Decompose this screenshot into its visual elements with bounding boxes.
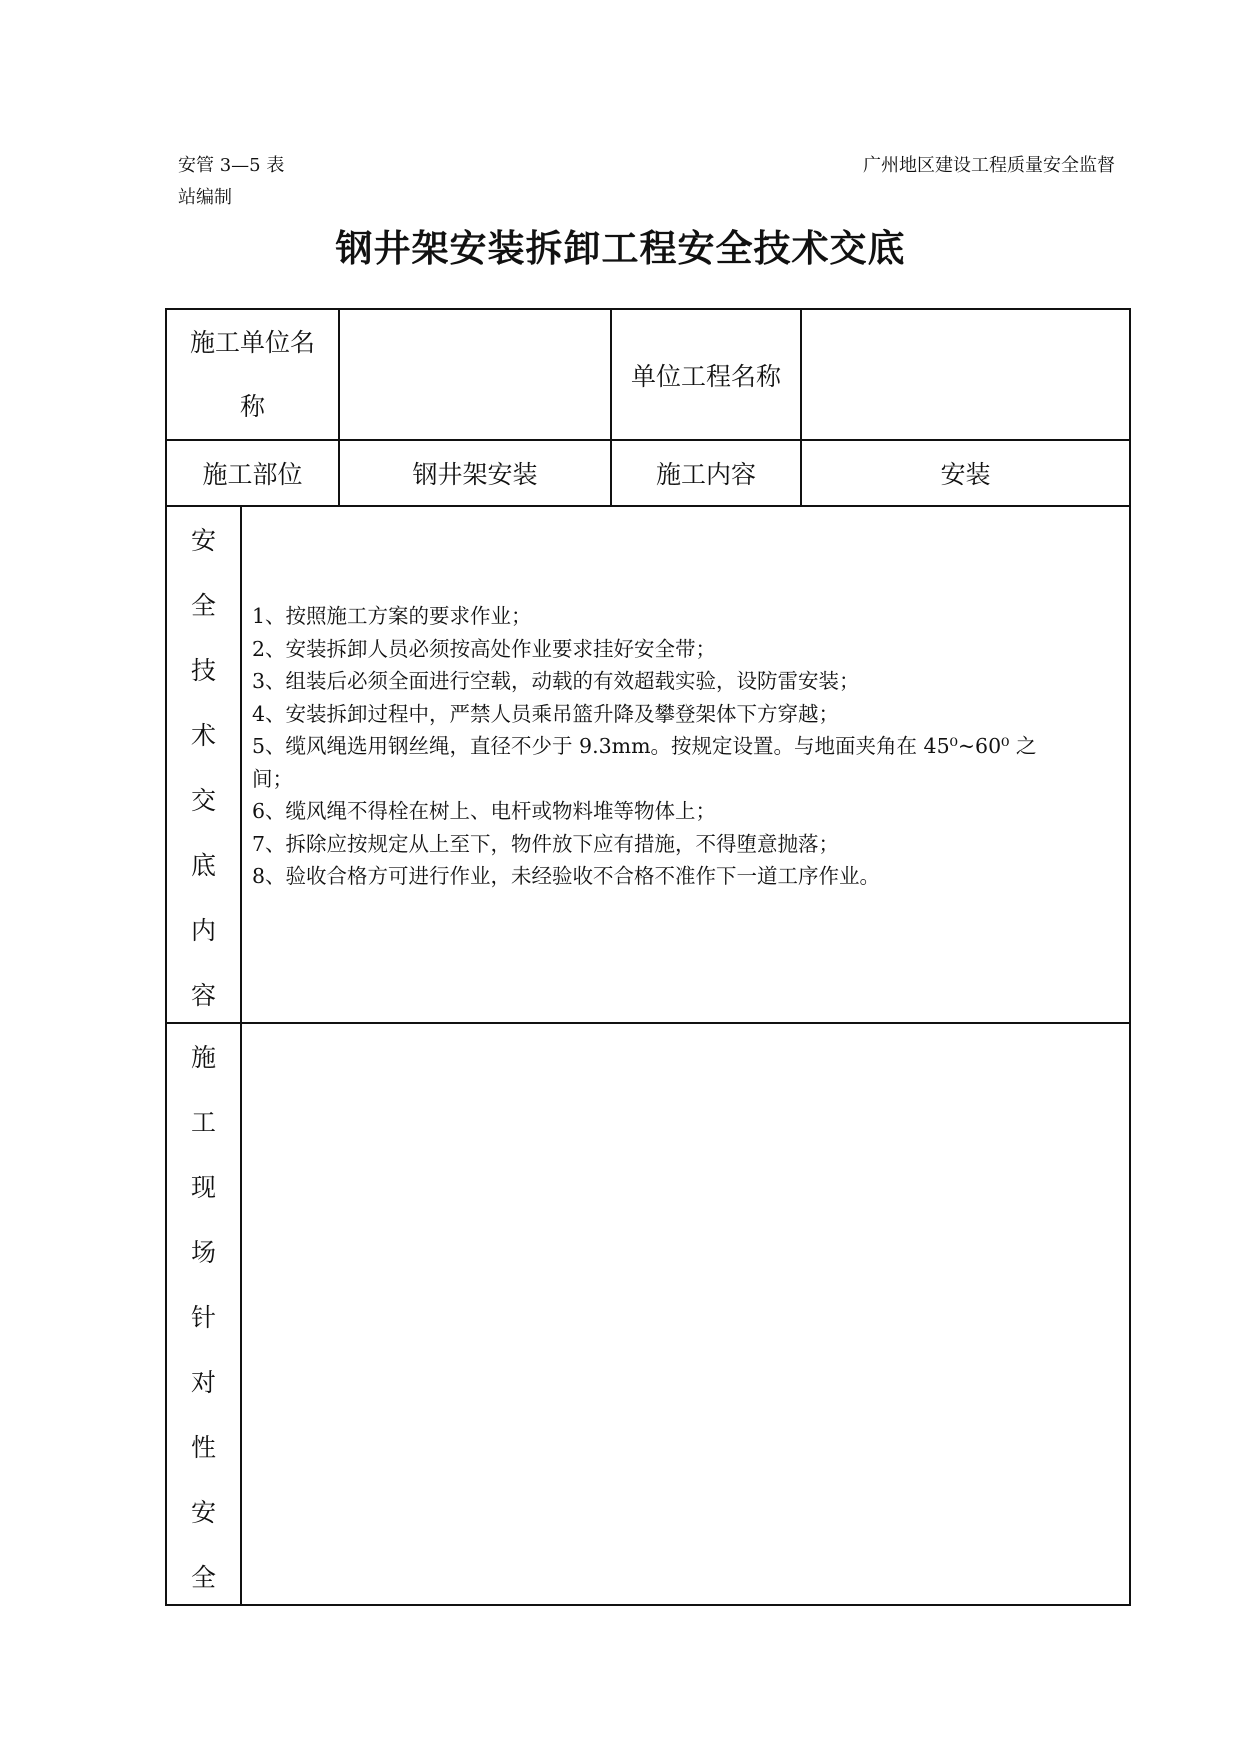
label-char: 内 xyxy=(190,916,216,945)
construction-unit-name-label-line2: 称 xyxy=(239,391,265,421)
label-char: 全 xyxy=(190,1563,216,1592)
label-char: 对 xyxy=(190,1368,216,1397)
label-char: 性 xyxy=(190,1433,216,1462)
label-char: 施 xyxy=(190,1043,216,1072)
label-char: 场 xyxy=(190,1238,216,1267)
label-char: 针 xyxy=(190,1303,216,1332)
label-char: 安 xyxy=(190,526,216,555)
disclosure-item: 1、按照施工方案的要求作业； xyxy=(252,604,532,628)
construction-content-value: 安装 xyxy=(940,460,991,489)
construction-part-value: 钢井架安装 xyxy=(412,460,538,489)
safety-disclosure-label xyxy=(167,508,240,1028)
construction-unit-name-label xyxy=(167,310,338,439)
disclosure-item: 6、缆风绳不得栓在树上、电杆或物料堆等物体上； xyxy=(252,799,717,823)
label-char: 工 xyxy=(190,1108,216,1137)
site-specific-safety-content xyxy=(242,1024,1129,1604)
site-specific-safety-label xyxy=(167,1025,240,1610)
label-char: 底 xyxy=(190,851,216,880)
construction-unit-name-value xyxy=(340,310,610,439)
disclosure-item: 5、缆风绳选用钢丝绳，直径不少于 9.3mm。按规定设置。与地面夹角在 45⁰~60⁰ 之 xyxy=(252,734,1037,758)
form-code: 安管 3—5 表 xyxy=(178,155,285,176)
issuer-continuation: 站编制 xyxy=(178,187,232,208)
disclosure-item: 4、安装拆卸过程中，严禁人员乘吊篮升降及攀登架体下方穿越； xyxy=(252,701,840,726)
label-char: 现 xyxy=(190,1173,216,1202)
disclosure-item: 7、拆除应按规定从上至下，物件放下应有措施，不得堕意抛落； xyxy=(252,831,840,856)
construction-part-label: 施工部位 xyxy=(202,460,303,489)
disclosure-item: 3、组装后必须全面进行空载，动载的有效超载实验，设防雷安装； xyxy=(252,669,860,693)
row-divider-2 xyxy=(165,505,1131,507)
label-char: 容 xyxy=(190,981,216,1010)
disclosure-item: 间； xyxy=(252,766,293,791)
label-char: 交 xyxy=(190,786,216,815)
issuer-header: 广州地区建设工程质量安全监督 xyxy=(863,155,1115,176)
construction-unit-name-label-line1: 施工单位名 xyxy=(189,327,315,357)
construction-content-label: 施工内容 xyxy=(655,460,756,489)
label-char: 术 xyxy=(190,721,216,750)
disclosure-item: 2、安装拆卸人员必须按高处作业要求挂好安全带； xyxy=(252,636,717,661)
unit-project-name-label: 单位工程名称 xyxy=(630,361,781,391)
disclosure-item: 8、验收合格方可进行作业，未经验收不合格不准作下一道工序作业。 xyxy=(252,864,881,888)
label-char: 安 xyxy=(190,1498,216,1527)
form-code-header xyxy=(178,150,284,214)
document-title: 钢井架安装拆卸工程安全技术交底 xyxy=(335,227,906,270)
label-char: 全 xyxy=(190,591,216,620)
unit-project-name-value xyxy=(802,310,1129,439)
safety-disclosure-content xyxy=(252,600,1128,893)
label-char: 技 xyxy=(190,656,216,685)
